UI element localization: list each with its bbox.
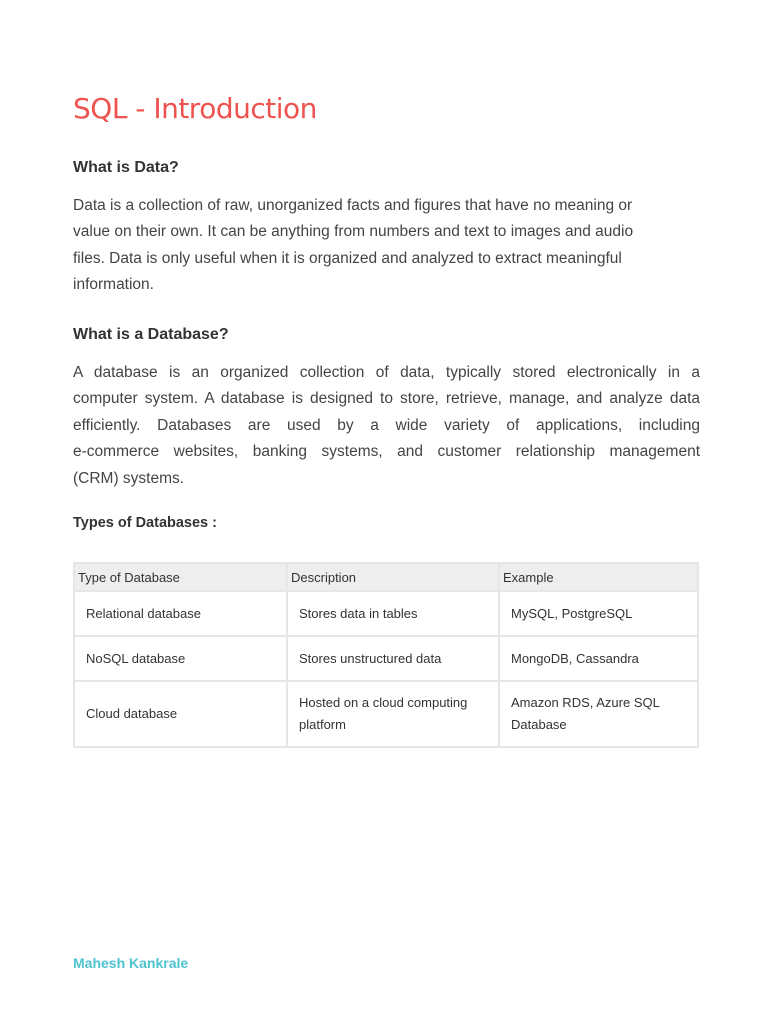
author-footer: Mahesh Kankrale	[73, 955, 189, 971]
table-cell: MongoDB, Cassandra	[499, 636, 698, 681]
what-is-data-paragraph	[73, 193, 700, 299]
table-cell	[287, 681, 499, 747]
what-is-data-heading: What is Data?	[73, 159, 179, 176]
table-cell: NoSQL database	[74, 636, 287, 681]
table-row	[74, 636, 698, 681]
table-header-row	[74, 563, 698, 591]
column-header-description: Description	[287, 563, 499, 591]
cell-line: Database	[511, 717, 567, 732]
table-row	[74, 681, 698, 747]
table-cell: Cloud database	[74, 681, 287, 747]
paragraph-line: computer system. A database is designed to store, retrieve, manage, and analyze data	[73, 390, 700, 408]
paragraph-line: e-commerce websites, banking systems, and customer relationship management	[73, 443, 700, 461]
table-row	[74, 591, 698, 636]
types-of-databases-heading: Types of Databases :	[73, 515, 217, 531]
table-cell	[499, 681, 698, 747]
column-header-type: Type of Database	[74, 563, 287, 591]
table-cell: Stores unstructured data	[287, 636, 499, 681]
paragraph-line: A database is an organized collection of data, typically stored electronically in a	[73, 364, 700, 381]
paragraph-line: value on their own. It can be anything from numbers and text to images and audio	[73, 223, 634, 241]
paragraph-line: Data is a collection of raw, unorganized facts and figures that have no meaning or	[73, 197, 633, 214]
page-title: SQL - Introduction	[73, 92, 317, 125]
table-cell: Stores data in tables	[287, 591, 499, 636]
table-cell: Relational database	[74, 591, 287, 636]
what-is-database-paragraph	[73, 360, 700, 492]
what-is-database-heading: What is a Database?	[73, 326, 229, 343]
table-cell: MySQL, PostgreSQL	[499, 591, 698, 636]
cell-line: platform	[299, 717, 346, 732]
paragraph-line: information.	[73, 276, 154, 294]
cell-line: Amazon RDS, Azure SQL	[511, 695, 660, 710]
database-types-table	[73, 562, 699, 748]
column-header-example: Example	[499, 563, 698, 591]
cell-line: Hosted on a cloud computing	[299, 695, 468, 710]
paragraph-line: efficiently. Databases are used by a wide variety of applications, including	[73, 416, 700, 434]
paragraph-line: files. Data is only useful when it is organized and analyzed to extract meaningful	[73, 249, 622, 267]
paragraph-line: (CRM) systems.	[73, 469, 185, 487]
